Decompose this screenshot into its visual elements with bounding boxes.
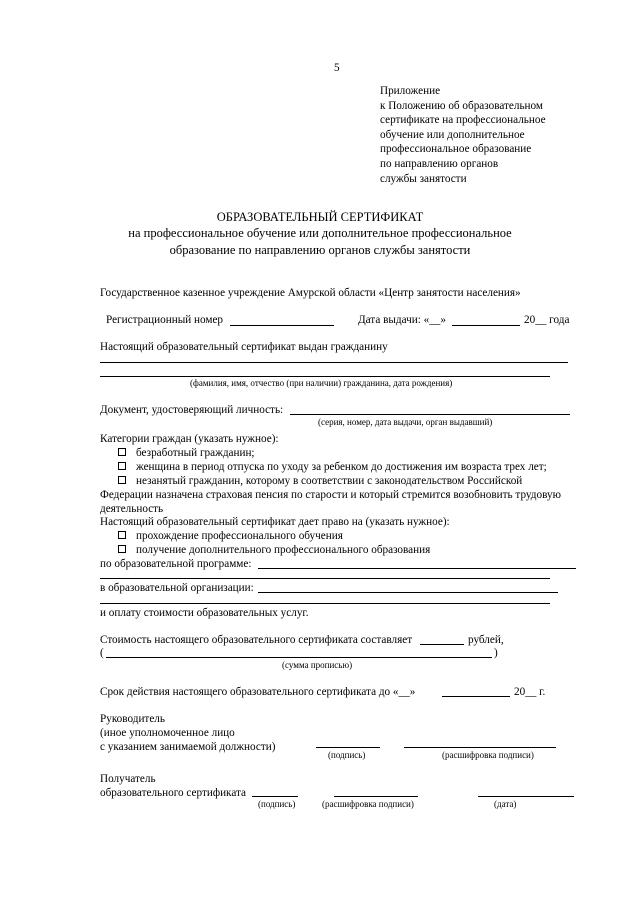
recipient-line: Получатель xyxy=(100,773,156,785)
registration-number-field[interactable] xyxy=(230,325,334,326)
checkbox[interactable] xyxy=(118,531,126,539)
appendix-line: к Положению об образовательном xyxy=(380,99,544,112)
citizen-name-field[interactable] xyxy=(100,362,568,363)
organization-field[interactable] xyxy=(258,592,558,593)
issued-to-label: Настоящий образовательный сертификат выдан гражданину xyxy=(100,341,388,353)
cost-label: Стоимость настоящего образовательного сертификата составляет xyxy=(100,634,413,646)
recipient-signature-field[interactable] xyxy=(252,796,298,797)
recipient-signature-caption: (подпись) xyxy=(258,799,296,809)
open-paren: ( xyxy=(100,647,104,659)
currency-label: рублей, xyxy=(468,634,504,646)
appendix-line: по направлению органов xyxy=(380,157,499,170)
category-option-pensioner[interactable]: незанятый гражданин, которому в соответствии с законодательством Российской xyxy=(118,475,522,487)
head-signature-caption: (подпись) xyxy=(328,750,366,760)
document-caption: (серия, номер, дата выдачи, орган выдавший) xyxy=(318,417,493,427)
document-title: ОБРАЗОВАТЕЛЬНЫЙ СЕРТИФИКАТ xyxy=(216,210,424,224)
document-subtitle-1: на профессиональное обучение или дополнительное профессиональное xyxy=(128,226,512,240)
cost-amount-field[interactable] xyxy=(420,644,464,645)
citizen-caption: (фамилия, имя, отчество (при наличии) гражданина, дата рождения) xyxy=(190,378,453,388)
head-name-field[interactable] xyxy=(404,747,556,748)
issue-year-label: 20__ года xyxy=(524,314,570,326)
page-number: 5 xyxy=(334,62,340,74)
appendix-line: Приложение xyxy=(380,85,441,97)
document-subtitle-2: образование по направлению органов службы занятости xyxy=(169,243,471,257)
validity-label: Срок действия настоящего образовательного сертификата до «__» xyxy=(100,686,416,698)
appendix-line: службы занятости xyxy=(380,172,467,185)
appendix-block xyxy=(380,84,546,186)
appendix-line: обучение или дополнительное xyxy=(380,128,525,141)
recipient-date-field[interactable] xyxy=(478,796,574,797)
category-pensioner-cont: Федерации назначена страховая пенсия по старости и который стремится возобновить трудовую xyxy=(100,489,561,501)
institution-name: Государственное казенное учреждение Амурской области «Центр занятости населения» xyxy=(100,287,521,299)
close-paren: ) xyxy=(494,647,498,659)
validity-month-field[interactable] xyxy=(442,696,510,697)
head-line: с указанием занимаемой должности) xyxy=(100,741,276,753)
checkbox[interactable] xyxy=(118,476,126,484)
recipient-block xyxy=(100,772,246,800)
checkbox[interactable] xyxy=(118,462,126,470)
validity-year: 20__ г. xyxy=(514,686,546,698)
category-option-unemployed[interactable]: безработный гражданин; xyxy=(118,447,255,459)
issue-month-field[interactable] xyxy=(452,325,520,326)
program-field[interactable] xyxy=(258,568,576,569)
appendix-line: профессиональное образование xyxy=(380,143,532,156)
issue-date-label: Дата выдачи: «__» xyxy=(358,314,446,326)
recipient-date-caption: (дата) xyxy=(494,799,517,809)
head-name-caption: (расшифровка подписи) xyxy=(442,750,534,760)
recipient-name-field[interactable] xyxy=(334,796,418,797)
head-line: (иное уполномоченное лицо xyxy=(100,727,235,739)
recipient-name-caption: (расшифровка подписи) xyxy=(322,799,414,809)
identity-document-field[interactable] xyxy=(290,414,570,415)
right-option-education[interactable]: получение дополнительного профессионального образования xyxy=(118,544,430,556)
organization-field-2[interactable] xyxy=(100,603,550,604)
category-pensioner-cont-2: деятельность xyxy=(100,503,164,515)
checkbox[interactable] xyxy=(118,545,126,553)
appendix-line: сертификате на профессиональное xyxy=(380,114,546,127)
head-signature-field[interactable] xyxy=(316,747,380,748)
citizen-name-field-2[interactable] xyxy=(100,376,550,377)
head-line: Руководитель xyxy=(100,713,165,725)
head-block xyxy=(100,712,275,754)
document-label: Документ, удостоверяющий личность: xyxy=(100,404,284,416)
right-option-training[interactable]: прохождение профессионального обучения xyxy=(118,530,343,542)
payment-text: и оплату стоимости образовательных услуг. xyxy=(100,607,309,619)
program-label: по образовательной программе: xyxy=(100,558,252,570)
checkbox[interactable] xyxy=(118,448,126,456)
cost-in-words-field[interactable] xyxy=(106,657,492,658)
organization-label: в образовательной организации: xyxy=(100,582,254,594)
program-field-2[interactable] xyxy=(100,578,550,579)
registration-label: Регистрационный номер xyxy=(106,314,224,326)
category-option-maternity[interactable]: женщина в период отпуска по уходу за ребенком до достижения им возраста трех лет; xyxy=(118,461,547,473)
categories-label: Категории граждан (указать нужное): xyxy=(100,433,279,445)
cost-caption: (сумма прописью) xyxy=(282,660,353,670)
recipient-line: образовательного сертификата xyxy=(100,787,246,799)
rights-label: Настоящий образовательный сертификат дает право на (указать нужное): xyxy=(100,516,450,528)
